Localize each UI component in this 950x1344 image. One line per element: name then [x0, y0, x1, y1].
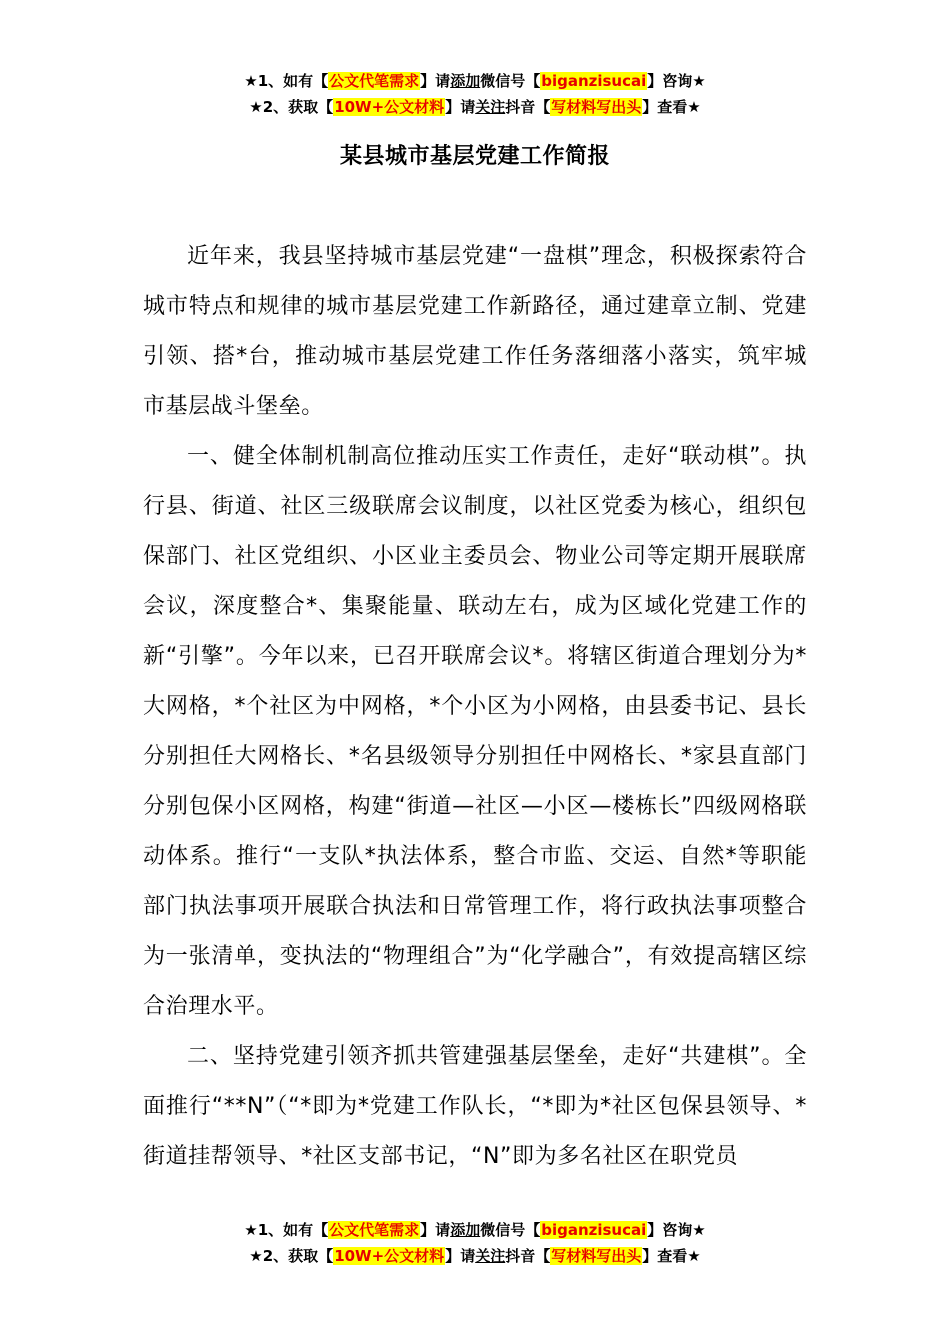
ad-highlight: 10W+公文材料 [334, 1247, 445, 1265]
ad-text: 】咨询★ [647, 1221, 706, 1239]
section-two-paragraph: 二、坚持党建引领齐抓共管建强基层堡垒，走好“共建棋”。全面推行“**N”（“*即为*党建工作队长，“*即为*社区包保县领导、*街道挂帮领导、*社区支部书记，“N”即为多名社区在职党员 [143, 1044, 807, 1169]
ad-highlight: 公文代笔需求 [329, 72, 420, 90]
ad-douyin-id: 写材料写出头 [551, 1247, 642, 1265]
ad-line-2 [0, 94, 950, 120]
ad-text: ★2、获取【 [249, 98, 334, 116]
ad-highlight: 公文代笔需求 [329, 1221, 420, 1239]
ad-emphasis: 添加 [450, 1221, 481, 1239]
ad-text: 】请 [445, 98, 476, 116]
ad-text: ★2、获取【 [249, 1247, 334, 1265]
ad-text: 微信号【 [480, 1221, 541, 1239]
ad-emphasis: 添加 [450, 72, 481, 90]
ad-text: 】查看★ [642, 1247, 701, 1265]
ad-text: ★1、如有【 [244, 72, 329, 90]
ad-highlight: 10W+公文材料 [334, 98, 445, 116]
ad-emphasis: 关注 [475, 98, 506, 116]
ad-line-1 [0, 1217, 950, 1243]
ad-text: 】请 [420, 72, 451, 90]
ad-text: 抖音【 [505, 1247, 551, 1265]
ad-text: 】请 [445, 1247, 476, 1265]
top-ad-banner [0, 68, 950, 120]
ad-line-1 [0, 68, 950, 94]
ad-wechat-id: biganzisucai [541, 72, 647, 90]
ad-text: 】查看★ [642, 98, 701, 116]
section-one-paragraph: 一、健全体制机制高位推动压实工作责任，走好“联动棋”。执行县、街道、社区三级联席会议制度，以社区党委为核心，组织包保部门、社区党组织、小区业主委员会、物业公司等定期开展联席会议，深度整合*、集聚能量、联动左右，成为区域化党建工作的新“引擎”。今年以来，已召开联席会议*。将辖区街道合理划分为*大网格，*个社区为中网格，*个小区为小网格，由县委书记、县长分别担任大网格长、*名县级领导分别担任中网格长、*家县直部门分别包保小区网格，构建“街道—社区—小区—楼栋长”四级网格联动体系。推行“一支队*执法体系，整合市监、交运、自然*等职能部门执法事项开展联合执法和日常管理工作，将行政执法事项整合为一张清单，变执法的“物理组合”为“化学融合”，有效提高辖区综合治理水平。 [143, 444, 807, 1019]
ad-emphasis: 关注 [475, 1247, 506, 1265]
document-title: 某县城市基层党建工作简报 [339, 144, 610, 169]
ad-text: ★1、如有【 [244, 1221, 329, 1239]
ad-douyin-id: 写材料写出头 [551, 98, 642, 116]
intro-paragraph: 近年来，我县坚持城市基层党建“一盘棋”理念，积极探索符合城市特点和规律的城市基层党建工作新路径，通过建章立制、党建引领、搭*台，推动城市基层党建工作任务落细落小落实，筑牢城市基层战斗堡垒。 [143, 244, 807, 419]
bottom-ad-banner [0, 1217, 950, 1269]
document-body [143, 232, 807, 1182]
ad-text: 抖音【 [505, 98, 551, 116]
ad-line-2 [0, 1243, 950, 1269]
ad-text: 】请 [420, 1221, 451, 1239]
ad-text: 】咨询★ [647, 72, 706, 90]
ad-wechat-id: biganzisucai [541, 1221, 647, 1239]
ad-text: 微信号【 [480, 72, 541, 90]
